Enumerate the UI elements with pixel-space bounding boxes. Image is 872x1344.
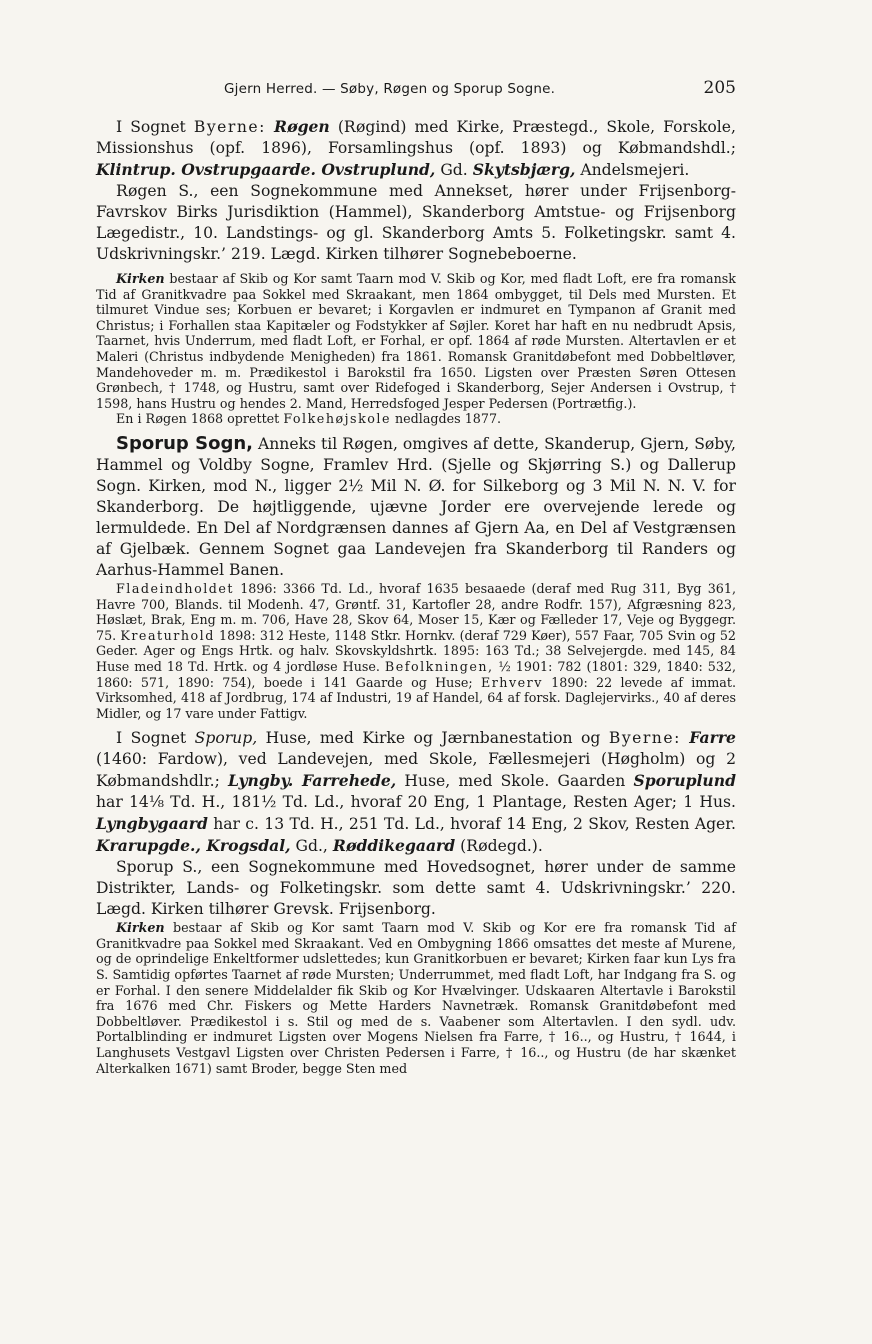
place-name: Lyngbygaard [96,814,208,834]
text: Huse, med Skole. Gaarden [396,772,634,791]
paragraph-roegen-administration: Røgen S., een Sognekommune med Annekset, hører under Frijsenborg-Favrskov Birks Jurisdiktion (Hammel), Skanderborg Amtstue- og Frijsenborg Lægedistr., 10. Landstings- og gl. Skanderborg Amts 5. Folketingskr. samt 4. Udskrivningskr.’ 219. Lægd. Kirken tilhører Sognebeboerne. [96,182,736,263]
spaced-term: Byerne: [193,118,266,136]
header-title: Gjern Herred. — Søby, Røgen og Sporup Sogne. [224,81,556,97]
spaced-term: Fladeindholdet [116,580,235,596]
paragraph-sporup-administration: Sporup S., een Sognekommune med Hovedsognet, hører under de samme Distrikter, Lands- og Folketingskr. som dette samt 4. Udskrivningskr.’ 220. Lægd. Kirken tilhører Grevsk. Frijsenborg. [96,858,736,919]
place-name: Krarupgde., Krogsdal, [96,836,291,856]
text: Andelsmejeri. [575,161,690,179]
place-name: Sporup, [194,729,258,748]
paragraph-sporup-statistics [96,581,736,721]
paragraph-sporup-villages [96,727,736,857]
text [266,118,274,136]
text: bestaar af Skib og Kor samt Taarn mod V. Skib og Kor, med fladt Loft, ere fra romansk Tid af Granitkvadre paa Sokkel med Skraakant, men 1864 ombygget, til Dels med Mursten. Et tilmuret Vindue ses; Korbuen er bevaret; i Korgavlen er indmuret en Tympanon af Granit med Christus; i Forhallen staa Kapitæler og Fodstykker af Søjler. Koret har haft en nu nedbrudt Apsis, Taarnet, hvis Underrum, med fladt Loft, er Forhal, er opf. 1864 af røde Mursten. Altertavlen er et Maleri (Christus indbydende Menigheden) fra 1861. Romansk Granitdøbefont med Dobbeltløver, Mandehoveder m. m. Prædikestol i Barokstil fra 1650. Ligsten over Præsten Søren Ottesen Grønbech, † 1748, og Hustru, samt over Ridefoged i Skanderborg, Sejer Andersen i Ovstrup, † 1598, hans Hustru og hendes 2. Mand, Herredsfoged Jesper Pedersen (Portrætfig.). [96,271,736,411]
text: har c. 13 Td. H., 251 Td. Ld., hvoraf 14 Eng, 2 Skov, Resten Ager. [207,815,736,834]
text: nedlagdes 1877. [390,411,502,427]
place-name: Røddikegaard [332,836,456,856]
section-heading: Sporup Sogn, [116,432,253,454]
place-name: Klintrup. Ovstrupgaarde. Ovstruplund, [96,160,436,179]
text: I Sognet [116,729,195,748]
paragraph-sporup-sogn [96,433,736,581]
text: (Rødegd.). [455,837,543,856]
place-name: Skytsbjærg, [472,160,576,179]
page-number: 205 [703,78,736,98]
text: (1460: Fardow), ved Landevejen, med Skole, Fællesmejeri (Høgholm) og 2 Købmandshdlr.; [96,750,736,791]
place-name: Lyngby. Farrehede, [228,771,397,791]
church-label: Kirken [116,920,165,936]
text: Huse, med Kirke og Jærnbanestation og [257,729,609,748]
place-name: Farre [689,728,736,748]
paragraph-roegen-villages [96,116,736,181]
text: 1890: 22 levede af immat. Virksomhed, 418 af Jordbrug, 174 af Industri, 19 af Handel, 64 af forsk. Daglejervirks., 40 af deres Midler, og 17 vare under Fattigv. [96,674,737,721]
paragraph-folkehoejskole [96,411,736,427]
spaced-term: Byerne: [608,729,681,748]
text: Anneks til Røgen, omgives af dette, Skanderup, Gjern, Søby, Hammel og Voldby Sogne, Framlev Hrd. (Sjelle og Skjørring S.) og Dallerup Sogn. Kirken, mod N., ligger 2½ Mil N. Ø. for Silkeborg og 3 Mil N. N. V. for Skanderborg. De højtliggende, ujævne Jorder ere overvejende lerede og lermuldede. En Del af Nordgrænsen dannes af Gjern Aa, en Del af Vestgrænsen af Gjelbæk. Gennem Sognet gaa Landevejen fra Skanderborg til Randers og Aarhus-Hammel Banen. [96,434,736,579]
running-header [96,78,736,98]
text: I Sognet [116,118,194,136]
text: Gd. [435,161,473,179]
spaced-term: Kreaturhold [120,627,215,643]
text: har 14⅛ Td. H., 181½ Td. Ld., hvoraf 20 Eng, 1 Plantage, Resten Ager; 1 Hus. [96,793,736,812]
text: Gd., [290,837,333,856]
spaced-term: Befolkningen, [384,658,494,674]
spaced-term: Erhverv [480,674,543,690]
text: (Røgind) med Kirke, Præstegd., Skole, Forskole, Missionshus (opf. 1896), Forsamlingshus (opf. 1893) og Købmandshdl.; [96,118,736,157]
spaced-term: Folkehøjskole [283,411,391,427]
text: bestaar af Skib og Kor samt Taarn mod V. Skib og Kor ere fra romansk Tid af Granitkvadre paa Sokkel med Skraakant. Ved en Ombygning 1866 omsattes det meste af Murene, og de oprindelige Enkeltformer udslettedes; kun Granitkorbuen er bevaret; Kirken faar kun Lys fra S. Samtidig opførtes Taarnet af røde Mursten; Underrummet, med fladt Loft, har Indgang fra S. og er Forhal. I den senere Middelalder fik Skib og Kor Hvælvinger. Udskaaren Altertavle i Barokstil fra 1676 med Chr. Fiskers og Mette Harders Navnetræk. Romansk Granitdøbefont med Dobbeltløver. Prædikestol i s. Stil og med de s. Vaabener som Altertavlen. I den sydl. udv. Portalblinding er indmuret Ligsten over Mogens Nielsen fra Farre, † 16.., og Hustru, † 1644, i Langhusets Vestgavl Ligsten over Christen Pedersen i Farre, † 16.., og Hustru (de har skænket Alterkalken 1671) samt Broder, begge Sten med [96,920,736,1076]
place-name: Sporuplund [633,771,737,791]
text: ½ 1901: 782 (1801: 329, 1840: 532, 1860: 571, 1890: 754), boede i 141 Gaarde og Huse; [96,658,736,690]
paragraph-roegen-church [96,271,736,411]
text: 1898: 312 Heste, 1148 Stkr. Hornkv. (deraf 729 Køer), 557 Faar, 705 Svin og 52 Geder. Ager og Engs Hrtk. og halv. Skovskyldshrtk. 1895: 163 Td.; 38 Selvejergde. med 145, 84 Huse med 18 Td. Hrtk. og 4 jordløse Huse. [96,627,736,674]
paragraph-sporup-church [96,920,736,1076]
text: 1896: 3366 Td. Ld., hvoraf 1635 besaaede (deraf med Rug 311, Byg 361, Havre 700, Blands. til Modenh. 47, Grøntf. 31, Kartofler 28, andre Rodfr. 157), Afgræsning 823, Høslæt, Brak, Eng m. m. 706, Have 28, Skov 64, Moser 15, Kær og Fælleder 17, Veje og Byggegr. 75. [96,580,736,643]
place-name: Røgen [273,117,330,136]
church-label: Kirken [116,271,165,286]
text: En i Røgen 1868 oprettet [116,411,284,427]
